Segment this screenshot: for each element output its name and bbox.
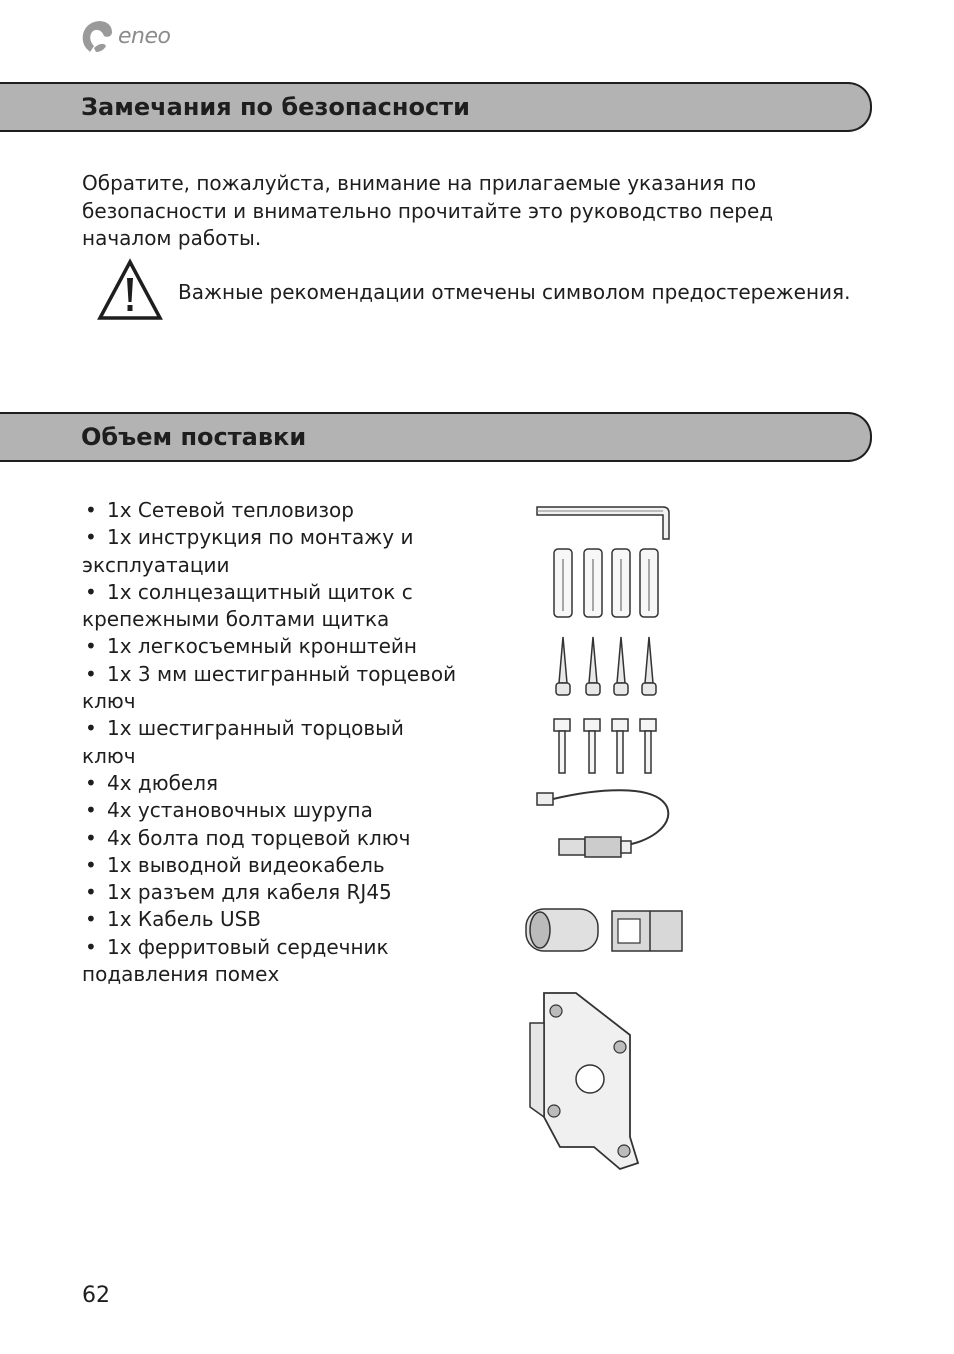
delivery-item [82, 633, 482, 660]
intro-line: безопасности и внимательно прочитайте это руководство перед [82, 198, 774, 223]
hex-key-icon [535, 503, 690, 543]
bullet-icon: • [85, 525, 97, 550]
intro-line: началом работы. [82, 226, 262, 250]
delivery-item-text: ключ [82, 689, 136, 714]
brand-name: eneo [118, 24, 171, 49]
delivery-item-text: 4x дюбеля [107, 770, 219, 795]
delivery-item-text: 1x инструкция по монтажу и [107, 525, 414, 550]
delivery-item-text: 1x ферритовый сердечник [107, 934, 389, 959]
delivery-list [82, 497, 482, 988]
delivery-item [82, 934, 482, 989]
delivery-item [82, 579, 482, 634]
bolts-icon [550, 717, 670, 777]
bullet-icon: • [85, 634, 97, 659]
screws-icon [550, 633, 670, 703]
bullet-icon: • [85, 880, 97, 905]
bullet-icon: • [85, 661, 97, 686]
section-header-delivery [0, 412, 872, 462]
delivery-item-text: 4x установочных шурупа [107, 798, 373, 823]
warning-triangle-icon [96, 258, 164, 322]
delivery-item-text: 1x солнцезащитный щиток с [107, 579, 413, 604]
delivery-item-text: 1x шестигранный торцовый [107, 716, 404, 741]
intro-line: Обратите, пожалуйста, внимание на прилагаемые указания по [82, 171, 757, 195]
bullet-icon: • [85, 716, 97, 741]
delivery-item [82, 524, 482, 579]
page-number: 62 [82, 1283, 110, 1308]
section-header-safety [0, 82, 872, 132]
delivery-item [82, 879, 482, 906]
delivery-item-text: 1x Кабель USB [107, 907, 261, 932]
video-cable-icon [535, 787, 685, 867]
delivery-item-text: 1x Сетевой тепловизор [107, 498, 354, 522]
bullet-icon: • [85, 907, 97, 932]
delivery-item-text: 4x болта под торцевой ключ [107, 825, 411, 850]
delivery-item [82, 906, 482, 933]
delivery-item-text: крепежными болтами щитка [82, 607, 390, 632]
bullet-icon: • [85, 770, 97, 795]
delivery-item-text: подавления помех [82, 962, 280, 987]
section-title: Замечания по безопасности [81, 93, 470, 121]
bullet-icon: • [85, 825, 97, 850]
delivery-item-text: ключ [82, 743, 136, 768]
bullet-icon: • [85, 852, 97, 877]
delivery-item [82, 770, 482, 797]
safety-intro [82, 170, 822, 253]
warning-text: Важные рекомендации отмечены символом предостережения. [178, 280, 851, 304]
section-title: Объем поставки [81, 423, 307, 451]
bullet-icon: • [85, 798, 97, 823]
delivery-item-text: 1x разъем для кабеля RJ45 [107, 880, 392, 905]
mounting-bracket-icon [520, 987, 650, 1177]
delivery-item-text: 1x легкосъемный кронштейн [107, 634, 417, 659]
brand-logo [80, 18, 190, 58]
eneo-logo-icon [80, 18, 116, 56]
accessories-illustration [520, 495, 700, 1185]
bullet-icon: • [85, 498, 97, 522]
delivery-item [82, 661, 482, 716]
ferrite-and-rj45-icon [522, 897, 687, 967]
bullet-icon: • [85, 934, 97, 959]
bullet-icon: • [85, 579, 97, 604]
delivery-item-text: 1x 3 мм шестигранный торцевой [107, 661, 457, 686]
delivery-item [82, 497, 482, 524]
delivery-item-text: 1x выводной видеокабель [107, 852, 385, 877]
dowels-icon [550, 545, 670, 620]
delivery-item [82, 852, 482, 879]
delivery-item-text: эксплуатации [82, 552, 230, 577]
delivery-item [82, 825, 482, 852]
delivery-item [82, 797, 482, 824]
delivery-item [82, 715, 482, 770]
